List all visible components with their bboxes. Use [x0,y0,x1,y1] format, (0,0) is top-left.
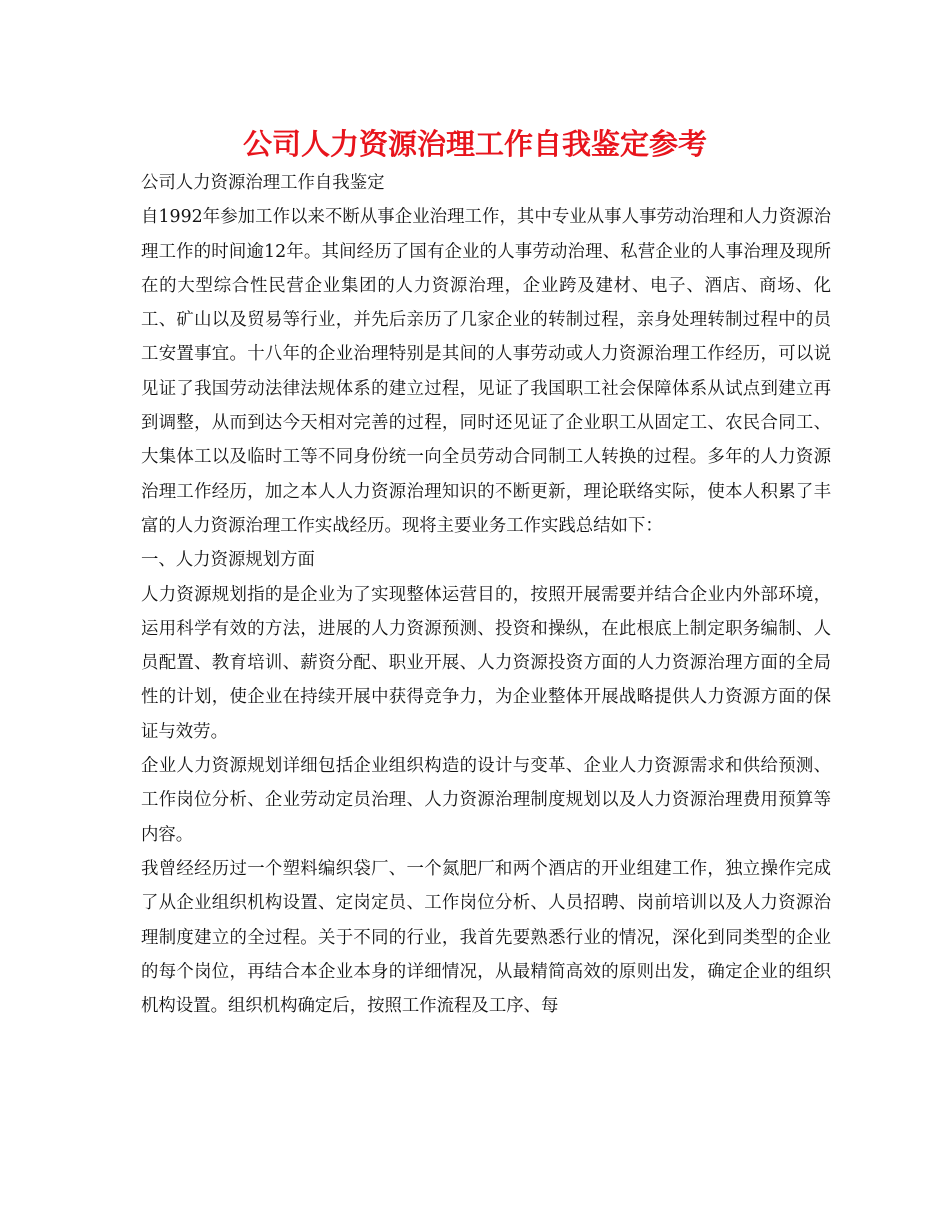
subtitle-paragraph: 公司人力资源治理工作自我鉴定 [141,173,385,193]
document-title: 公司人力资源治理工作自我鉴定参考 [242,127,707,161]
paragraph-experience: 我曾经经历过一个塑料编织袋厂、一个氮肥厂和两个酒店的开业组建工作，独立操作完成了从企业组织机构设置、定岗定员、工作岗位分析、人员招聘、岗前培训以及人力资源治理制度建立的全过程。关于不同的行业，我首先要熟悉行业的情况，深化到同类型的企业的每个岗位，再结合本企业本身的详细情况，从最精简高效的原则出发，确定企业的组织机构设置。组织机构确定后，按照工作流程及工序、每 [141,858,831,1017]
intro-paragraph: 自1992年参加工作以来不断从事企业治理工作，其中专业从事人事劳动治理和人力资源治理工作的时间逾12年。其间经历了国有企业的人事劳动治理、私营企业的人事治理及现所在的大型综合性民营企业集团的人力资源治理，企业跨及建材、电子、酒店、商场、化工、矿山以及贸易等行业，并先后亲历了几家企业的转制过程，亲身处理转制过程中的员工安置事宜。十八年的企业治理特别是其间的人事劳动或人力资源治理工作经历，可以说见证了我国劳动法律法规体系的建立过程，见证了我国职工社会保障体系从试点到建立再到调整，从而到达今天相对完善的过程，同时还见证了企业职工从固定工、农民合同工、大集体工以及临时工等不同身份统一向全员劳动合同制工人转换的过程。多年的人力资源治理工作经历，加之本人人力资源治理知识的不断更新，理论联络实际，使本人积累了丰富的人力资源治理工作实战经历。现将主要业务工作实践总结如下： [141,207,831,536]
document-body [141,166,831,1023]
paragraph-hr-planning-definition: 人力资源规划指的是企业为了实现整体运营目的，按照开展需要并结合企业内外部环境，运用科学有效的方法，进展的人力资源预测、投资和操纵，在此根底上制定职务编制、人员配置、教育培训、薪资分配、职业开展、人力资源投资方面的人力资源治理方面的全局性的计划，使企业在持续开展中获得竞争力，为企业整体开展战略提供人力资源方面的保证与效劳。 [141,584,831,742]
section-heading: 一、人力资源规划方面 [141,550,315,571]
paragraph-hr-planning-contents: 企业人力资源规划详细包括企业组织构造的设计与变革、企业人力资源需求和供给预测、工作岗位分析、企业劳动定员治理、人力资源治理制度规划以及人力资源治理费用预算等内容。 [141,756,831,845]
